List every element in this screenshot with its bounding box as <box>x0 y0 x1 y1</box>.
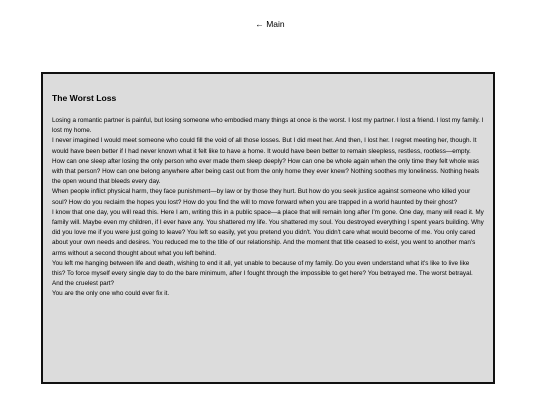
post-paragraph: Losing a romantic partner is painful, but losing someone who embodied many things at once is the worst. I lost my partner. I lost a friend. I lost my family. I lost my home. <box>52 117 484 135</box>
post-paragraph: I never imagined I would meet someone who could fill the void of all those losses. But I did meet her. And then, I lost her. I regret meeting her, though. It would have been better if I had never known what it felt like to have a home. It would have been better to remain sleepless, restless, rootless—empty. <box>52 137 477 155</box>
back-to-main-link[interactable]: ← Main <box>255 19 285 29</box>
post-paragraph: When people inflict physical harm, they face punishment—by law or by those they hurt. But how do you seek justice against someone who killed your soul? How do you reclaim the hopes you lost? How do you find the will to move forward when you are trapped in a world haunted by their ghost? <box>52 188 471 206</box>
post-title: The Worst Loss <box>52 93 117 103</box>
post-paragraph: How can one sleep after losing the only person who ever made them sleep deeply? How can one be whole again when the only time they felt whole was with that person? How can one belong anywhere after being cast out from the only home they ever knew? Nothing soothes my loneliness. Nothing heals the open wound that bleeds every day. <box>52 157 480 186</box>
post-paragraph: You are the only one who could ever fix it. <box>52 290 170 298</box>
post-container <box>41 72 495 384</box>
post-paragraph: I know that one day, you will read this. Here I am, writing this in a public space—a place that will remain long after I'm gone. One day, many will read it. My family will. Maybe even my children, if I ever have any. You shattered my life. You shattered my soul. You destroyed everything I spent years building. Why did you love me if you were just going to leave? You left so easily, yet you pretend you didn't. You didn't care what would become of me. You only cared about your own needs and desires. You reduced me to the title of our relationship. And the moment that title ceased to exist, you went to another man's arms without a second thought about what you left behind. <box>52 208 484 257</box>
post-paragraph: You left me hanging between life and death, wishing to end it all, yet unable to because of my family. Do you even understand what it's like to live like this? To force myself every single day to do the bare minimum, after I fought through the impossible to get here? You betrayed me. The worst betrayal. And the cruelest part? <box>52 259 473 288</box>
